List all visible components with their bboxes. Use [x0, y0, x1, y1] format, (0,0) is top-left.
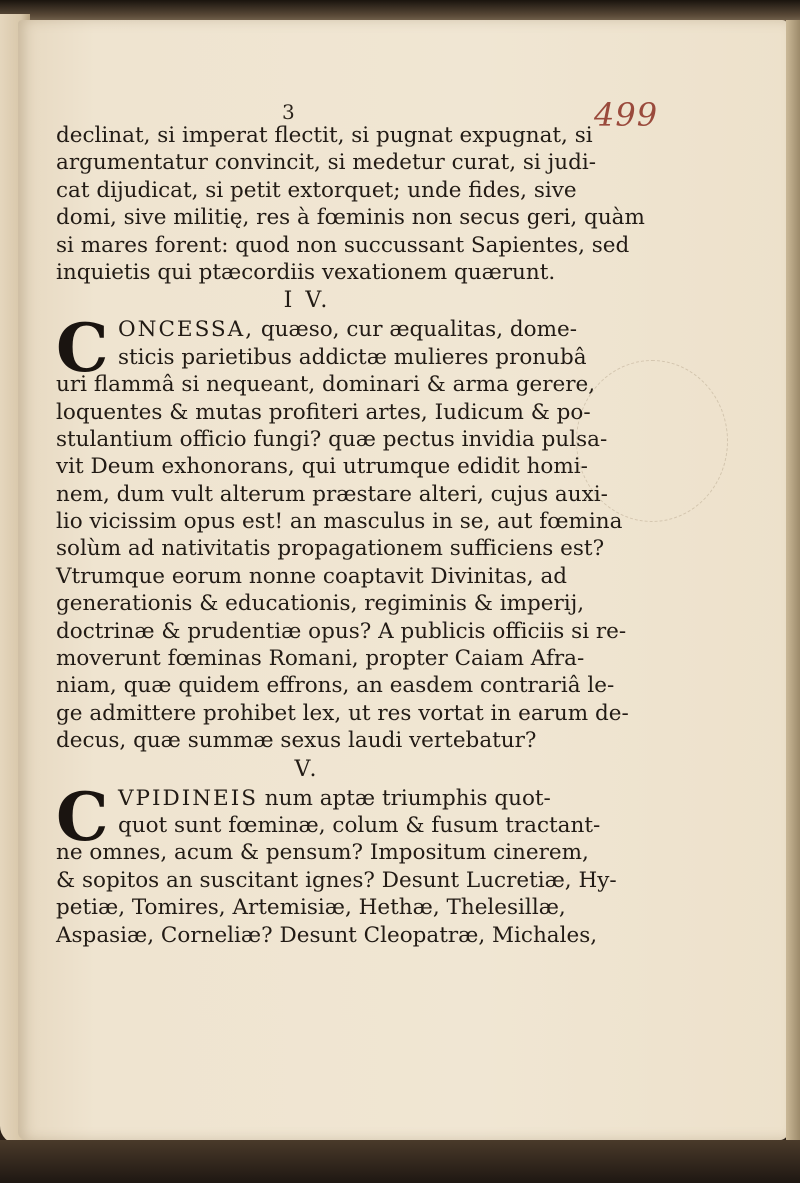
text-line: decus, quæ summæ sexus laudi vertebatur? — [56, 728, 537, 754]
drop-cap-initial: C — [56, 777, 109, 856]
section-iv — [56, 309, 629, 754]
text-line — [56, 785, 558, 812]
text-line: niam, quæ quidem effrons, an easdem contrariâ le- — [56, 673, 615, 699]
text-line: domi, sive militię, res à fœminis non secus geri, quàm — [56, 205, 645, 231]
text-line: quot sunt fœminæ, colum & fusum tractant- — [118, 812, 601, 838]
text-line: solùm ad nativitatis propagationem sufficiens est? — [56, 536, 605, 562]
page-number: 3 — [282, 100, 295, 124]
section-lead-word: VPIDINEIS — [118, 785, 258, 811]
text-block — [56, 122, 645, 949]
text-line: argumentatur convincit, si medetur curat, si judi- — [56, 150, 597, 176]
text-line: si mares forent: quod non succussant Sapientes, sed — [56, 232, 630, 258]
text-span: num aptæ triumphis quot- — [264, 785, 551, 811]
handwritten-folio-number: 499 — [594, 96, 659, 134]
text-line: sticis parietibus addictæ mulieres pronubâ — [118, 344, 587, 370]
text-line: cat dijudicat, si petit extorquet; unde fides, sive — [56, 177, 577, 203]
book-bottom-edge — [0, 1140, 800, 1183]
text-line: lio vicissim opus est! an masculus in se, aut fœmina — [56, 509, 623, 535]
text-line: & sopitos an suscitant ignes? Desunt Lucretiæ, Hy- — [56, 867, 617, 893]
text-line: nem, dum vult alterum præstare alteri, cujus auxi- — [56, 481, 608, 507]
text-line: declinat, si imperat flectit, si pugnat expugnat, si — [56, 123, 593, 148]
section-v — [56, 777, 617, 949]
text-line: petiæ, Tomires, Artemisiæ, Hethæ, Thelesillæ, — [56, 895, 566, 921]
text-line: ge admittere prohibet lex, ut res vortat in earum de- — [56, 700, 629, 726]
text-line: Vtrumque eorum nonne coaptavit Divinitas, ad — [56, 563, 568, 589]
text-line: loquentes & mutas profiteri artes, Iudicum & po- — [56, 399, 591, 425]
text-line: generationis & educationis, regiminis & imperij, — [56, 591, 585, 617]
text-line: ne omnes, acum & pensum? Impositum cinerem, — [56, 840, 589, 866]
text-span: quæso, cur æqualitas, dome- — [260, 317, 577, 343]
text-line: Aspasiæ, Corneliæ? Desunt Cleopatræ, Michales, — [56, 922, 598, 948]
drop-cap-initial: C — [56, 309, 109, 388]
section-lead-word: ONCESSA, — [118, 317, 255, 343]
section-heading-iv: I V. — [283, 288, 331, 314]
text-line: stulantium officio fungi? quæ pectus invidia pulsa- — [56, 426, 608, 452]
text-line: vit Deum exhonorans, qui utrumque edidit homi- — [56, 454, 588, 480]
text-line: moverunt fœminas Romani, propter Caiam Afra- — [56, 646, 585, 672]
page-block-edge — [786, 20, 800, 1150]
text-line: uri flammâ si nequeant, dominari & arma gerere, — [56, 372, 596, 398]
text-line: doctrinæ & prudentiæ opus? A publicis officiis si re- — [56, 618, 627, 644]
section-heading-v: V. — [294, 756, 320, 782]
text-line: inquietis qui ptæcordiis vexationem quærunt. — [56, 259, 556, 285]
text-line — [56, 316, 577, 343]
